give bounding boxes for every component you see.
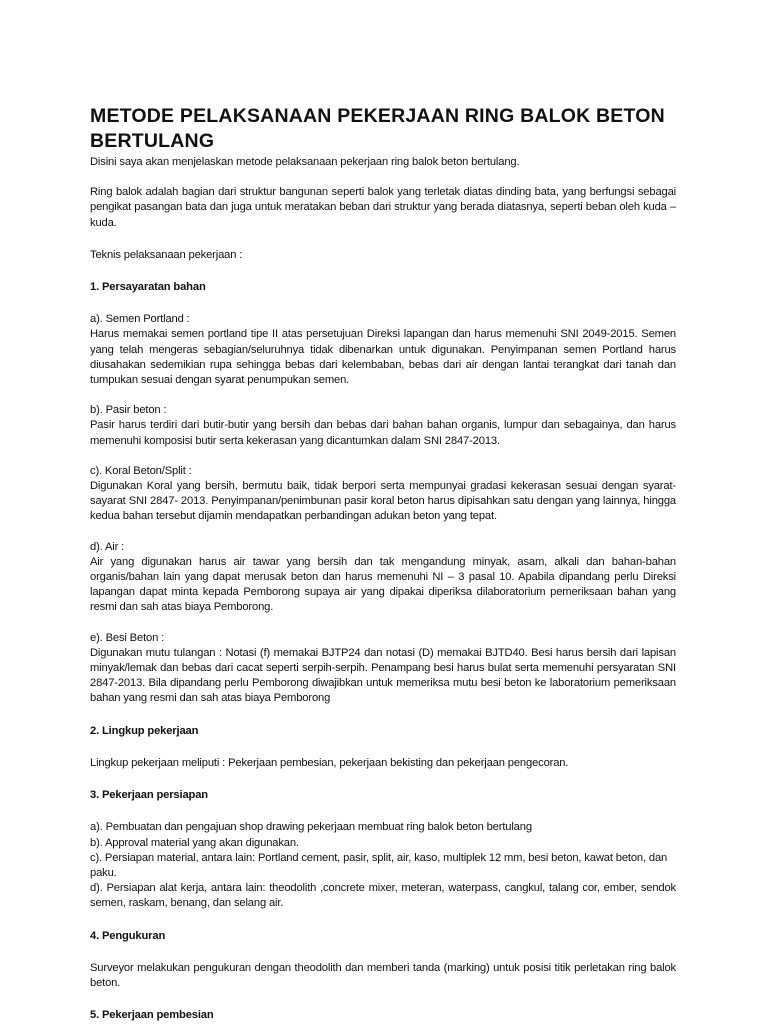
material-text: Harus memakai semen portland tipe II atas persetujuan Direksi lapangan dan harus memenuhi SNI 2049-2015. Semen yang telah mengeras sebagian/seluruhnya tidak dibenarkan untuk digunakan. Penyimpanan semen Portland harus diusahakan sedemikian rupa sehingga bebas dari kelembaban, bebas dari air dengan lantai terangkat dari tanah dan tumpukan sesuai dengan syarat penumpukan semen. [90, 328, 676, 387]
material-text: Digunakan mutu tulangan : Notasi (f) memakai BJTP24 dan notasi (D) memakai BJTD40. Besi harus bersih dari lapisan minyak/lemak dan bebas dari cacat seperti serpih-serpih. Penampang besi harus bulat serta memenuhi persyaratan SNI 2847-2013. Bila dipandang perlu Pemborong diwajibkan untuk memeriksa mutu besi beton ke laboratorium pemeriksaan bahan yang resmi dan sah atas biaya Pemborong [90, 646, 676, 705]
measurement-text: Surveyor melakukan pengukuran dengan theodolith dan memberi tanda (marking) untuk posisi titik perletakan ring balok beton. [90, 961, 676, 989]
material-label: b). Pasir beton : [90, 404, 167, 417]
material-label: d). Air : [90, 540, 125, 553]
material-text: Air yang digunakan harus air tawar yang bersih dan tak mengandung minyak, asam, alkali dan bahan-bahan organis/bahan lain yang dapat merusak beton dan harus memenuhi NI – 3 pasal 10. Apabila dipandang perlu Direksi lapangan dapat minta kepada Pemborong supaya air yang dipakai diperiksa dilaboratorium pemeriksaan bahan yang resmi dan sah atas biaya Pemborong. [90, 555, 676, 614]
material-text: Pasir harus terdiri dari butir-butir yang bersih dan bebas dari bahan bahan organis, lumpur dan sebagainya, dan harus memenuhi komposisi butir serta kekerasan yang dicantumkan dalam SNI 2847-2013. [90, 419, 676, 447]
section-heading-preparation: 3. Pekerjaan persiapan [90, 789, 208, 802]
section-heading-materials: 1. Persayaratan bahan [90, 281, 206, 294]
material-label: a). Semen Portland : [90, 313, 190, 326]
intro-paragraph: Disini saya akan menjelaskan metode pelaksanaan pekerjaan ring balok beton bertulang. [90, 156, 520, 168]
section-heading-measurement: 4. Pengukuran [90, 929, 166, 942]
material-text: Digunakan Koral yang bersih, bermutu baik, tidak berpori serta mempunyai gradasi kekerasan sesuai dengan syarat-sayarat SNI 2847- 2013. Penyimpanan/penimbunan pasir koral beton harus dipisahkan satu dengan yang lainnya, hingga kedua bahan tersebut dijamin mendapatkan perbandingan adukan beton yang tepat. [90, 480, 676, 523]
section-heading-reinforcement: 5. Pekerjaan pembesian [90, 1009, 214, 1022]
material-item-gravel [90, 464, 676, 525]
scope-text: Lingkup pekerjaan meliputi : Pekerjaan pembesian, pekerjaan bekisting dan pekerjaan pengecoran. [90, 756, 569, 769]
material-label: e). Besi Beton : [90, 631, 165, 644]
material-item-sand [90, 403, 676, 449]
material-item-water [90, 540, 676, 616]
list-item: a). Pembuatan dan pengajuan shop drawing pekerjaan membuat ring balok beton bertulang [90, 821, 532, 834]
technique-label: Teknis pelaksanaan pekerjaan : [90, 248, 243, 261]
document-title: METODE PELAKSANAAN PEKERJAAN RING BALOK BETON BERTULANG [90, 105, 665, 152]
material-item-rebar [90, 631, 676, 707]
list-item: d). Persiapan alat kerja, antara lain: theodolith ,concrete mixer, meteran, waterpass, cangkul, talang cor, ember, sendok semen, raskam, benang, dan selang air. [90, 882, 676, 910]
material-item-cement [90, 312, 676, 388]
section-heading-scope: 2. Lingkup pekerjaan [90, 724, 199, 737]
document-content [90, 104, 676, 1023]
list-item: b). Approval material yang akan digunakan. [90, 836, 299, 849]
preparation-list [90, 820, 676, 911]
list-item: c). Persiapan material, antara lain: Portland cement, pasir, split, air, kaso, multiplek 12 mm, besi beton, kawat beton, dan paku. [90, 851, 668, 879]
material-label: c). Koral Beton/Split : [90, 464, 192, 477]
definition-paragraph: Ring balok adalah bagian dari struktur bangunan seperti balok yang terletak diatas dinding bata, yang berfungsi sebagai pengikat pasangan bata dan juga untuk meratakan beban dari struktur yang berada diatasnya, seperti beban oleh kuda – kuda. [90, 186, 676, 229]
